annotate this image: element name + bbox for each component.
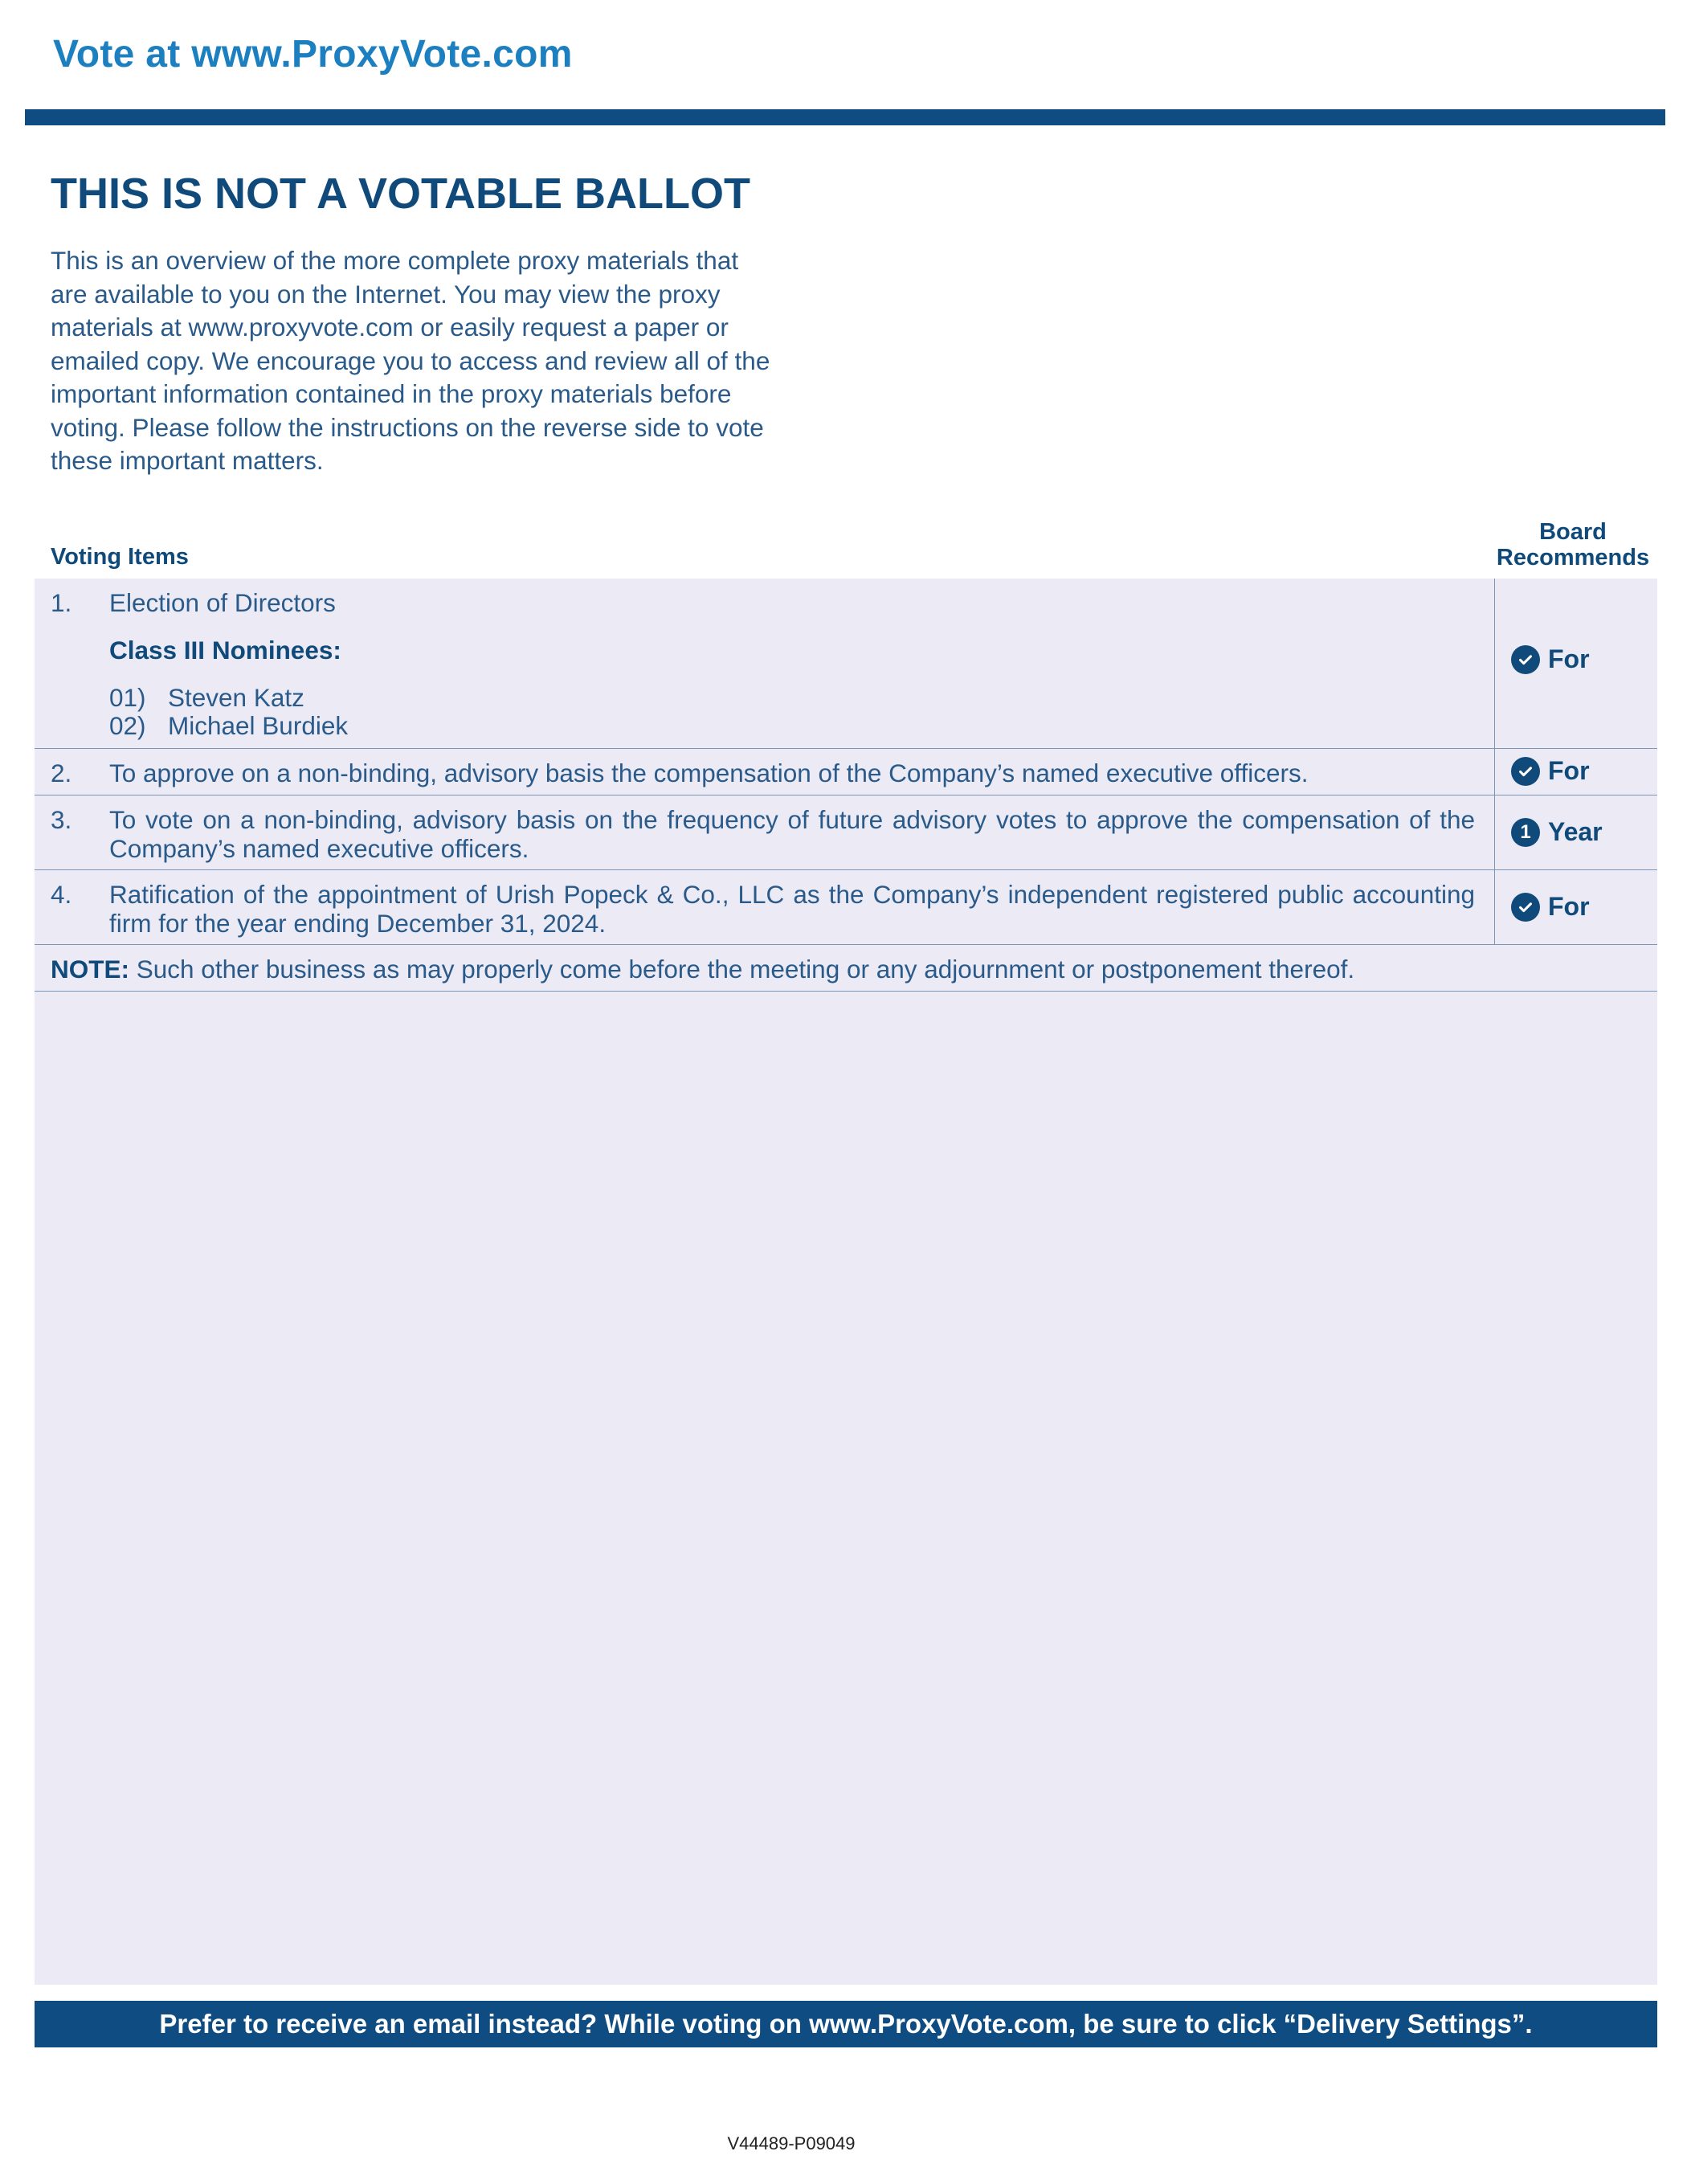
item-number: 2. <box>51 759 72 787</box>
nominee-row <box>109 711 348 741</box>
intro-line: important information contained in the proxy materials before <box>51 379 732 408</box>
proxyvote-url-header: Vote at www.ProxyVote.com <box>53 33 573 76</box>
number-one-icon <box>1511 818 1540 847</box>
check-icon <box>1511 645 1540 674</box>
board-recommends-line1: Board <box>1539 519 1607 545</box>
voting-item-row-2 <box>35 749 1657 795</box>
item-text: Ratification of the appointment of Urish Popeck & Co., LLC as the Company’s independent registered public accounting firm for the year ending December 31, 2024. <box>109 880 1475 938</box>
intro-line: emailed copy. We encourage you to access and review all of the <box>51 346 770 375</box>
recommendation-cell <box>1494 870 1658 944</box>
document-code: V44489-P09049 <box>727 2133 856 2153</box>
voting-items-heading: Voting Items <box>51 544 189 570</box>
intro-line: materials at www.proxyvote.com or easily request a paper or <box>51 313 729 342</box>
email-delivery-banner: Prefer to receive an email instead? While voting on www.ProxyVote.com, be sure to click “Delivery Settings”. <box>35 2001 1657 2047</box>
badge-number: 1 <box>1520 820 1531 843</box>
nominees-subheading: Class III Nominees: <box>109 636 341 665</box>
voting-item-row-4 <box>35 870 1657 945</box>
recommendation-label: Year <box>1548 817 1603 846</box>
item-text: To vote on a non-binding, advisory basis on the frequency of future advisory votes to approve the compensation of the Company’s named executive officers. <box>109 805 1475 863</box>
recommendation <box>1511 817 1603 847</box>
item-text: To approve on a non-binding, advisory basis the compensation of the Company’s named executive officers. <box>109 759 1309 787</box>
recommendation-cell <box>1494 749 1658 795</box>
intro-line: voting. Please follow the instructions on the reverse side to vote <box>51 412 764 442</box>
intro-line: This is an overview of the more complete proxy materials that <box>51 246 739 275</box>
voting-item-row-1 <box>35 579 1657 749</box>
note-label: NOTE: <box>51 955 129 984</box>
recommendation-label: For <box>1548 892 1590 921</box>
nominee-number: 02) <box>109 711 146 740</box>
recommendation-label: For <box>1548 756 1590 785</box>
note-row <box>35 945 1657 992</box>
recommendation-cell <box>1494 579 1658 748</box>
check-icon <box>1511 893 1540 922</box>
intro-line: these important matters. <box>51 446 324 475</box>
note-text <box>51 955 1354 984</box>
item-text: Election of Directors <box>109 588 336 617</box>
nominee-name: Steven Katz <box>168 683 304 712</box>
intro-paragraph <box>51 244 822 478</box>
nominee-number: 01) <box>109 683 146 712</box>
recommendation <box>1511 644 1590 674</box>
header-divider-bar <box>25 109 1665 125</box>
recommendation-cell <box>1494 795 1658 869</box>
note-body: Such other business as may properly come before the meeting or any adjournment or postponement thereof. <box>129 955 1355 984</box>
item-number: 1. <box>51 588 72 617</box>
recommendation <box>1511 892 1590 922</box>
board-recommends-heading <box>1493 519 1653 571</box>
recommendation <box>1511 756 1590 786</box>
voting-item-row-3 <box>35 795 1657 870</box>
nominee-row <box>109 683 304 713</box>
item-number: 3. <box>51 805 72 834</box>
nominee-name: Michael Burdiek <box>168 711 349 740</box>
intro-line: are available to you on the Internet. You may view the proxy <box>51 279 721 309</box>
recommendation-label: For <box>1548 644 1590 673</box>
board-recommends-line2: Recommends <box>1496 545 1650 571</box>
check-icon <box>1511 757 1540 786</box>
page-title: THIS IS NOT A VOTABLE BALLOT <box>51 170 750 218</box>
item-number: 4. <box>51 880 72 909</box>
